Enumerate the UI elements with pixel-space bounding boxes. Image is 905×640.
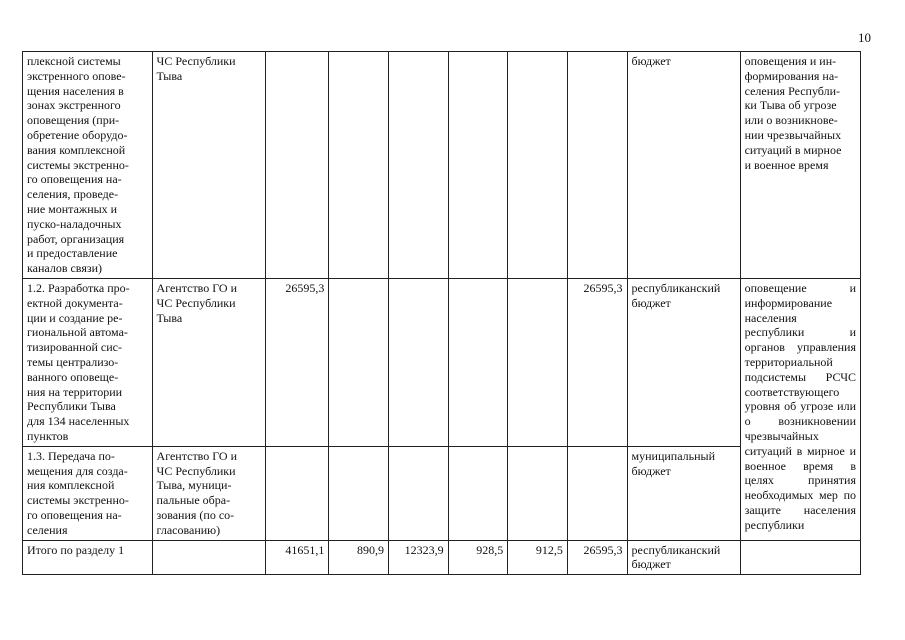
table-row xyxy=(23,540,861,575)
year-cell: 928,5 xyxy=(448,540,508,575)
activity-cell: 1.3. Передача по- мещения для созда- ния комплексной системы экстренно- го оповещения на- селения xyxy=(23,446,153,540)
total-cell xyxy=(265,446,329,540)
year-cell xyxy=(329,446,389,540)
year-cell xyxy=(567,52,627,279)
year-cell: 12323,9 xyxy=(389,540,449,575)
total-cell: 41651,1 xyxy=(265,540,329,575)
year-cell xyxy=(448,278,508,446)
year-cell xyxy=(508,278,568,446)
result-cell: оповещения и ин- формирования на- селения Республи- ки Тыва об угрозе или о возникнове- нии чрезвычайных ситуаций в мирное и военное время xyxy=(740,52,860,279)
executor-cell: Агентство ГО и ЧС Республики Тыва, муници- пальные обра- зования (по со- гласованию) xyxy=(152,446,265,540)
source-cell: республиканский бюджет xyxy=(627,540,740,575)
year-cell xyxy=(448,446,508,540)
year-cell: 26595,3 xyxy=(567,278,627,446)
table-row xyxy=(23,52,861,279)
year-cell: 26595,3 xyxy=(567,540,627,575)
activity-cell: плексной системы экстренного опове- щения населения в зонах экстренного оповещения (при- обретение оборудо- вания комплексной системы экстренно- го оповещения на- селения, проведе- ние монтажных и пуско-наладочных работ, организация и предоставление каналов связи) xyxy=(23,52,153,279)
source-cell: бюджет xyxy=(627,52,740,279)
year-cell xyxy=(508,52,568,279)
table-row xyxy=(23,446,861,540)
activity-cell: Итого по разделу 1 xyxy=(23,540,153,575)
year-cell xyxy=(567,446,627,540)
year-cell xyxy=(508,446,568,540)
year-cell xyxy=(329,278,389,446)
executor-cell: Агентство ГО и ЧС Республики Тыва xyxy=(152,278,265,446)
result-cell xyxy=(740,540,860,575)
year-cell: 890,9 xyxy=(329,540,389,575)
year-cell xyxy=(389,52,449,279)
executor-cell xyxy=(152,540,265,575)
source-cell: республиканский бюджет xyxy=(627,278,740,446)
activity-cell: 1.2. Разработка про- ектной документа- ции и создание ре- гиональной автома- тизированной сис- темы централизо- ванного оповеще- ния на территории Республики Тыва для 134 населенных пунктов xyxy=(23,278,153,446)
year-cell xyxy=(329,52,389,279)
program-table xyxy=(22,51,861,575)
page-number: 10 xyxy=(858,30,871,45)
total-cell xyxy=(265,52,329,279)
executor-cell: ЧС Республики Тыва xyxy=(152,52,265,279)
year-cell xyxy=(389,446,449,540)
result-cell: оповещение и информирование населения республики и органов управления территориальной подсистемы РСЧС соответствующего уровня об угрозе или о возникновении чрезвычайных ситуаций в мирное и военное время в целях принятия необходимых мер по защите населения республики xyxy=(740,278,860,540)
year-cell: 912,5 xyxy=(508,540,568,575)
source-cell: муниципальный бюджет xyxy=(627,446,740,540)
year-cell xyxy=(448,52,508,279)
table-row xyxy=(23,278,861,446)
year-cell xyxy=(389,278,449,446)
total-cell: 26595,3 xyxy=(265,278,329,446)
